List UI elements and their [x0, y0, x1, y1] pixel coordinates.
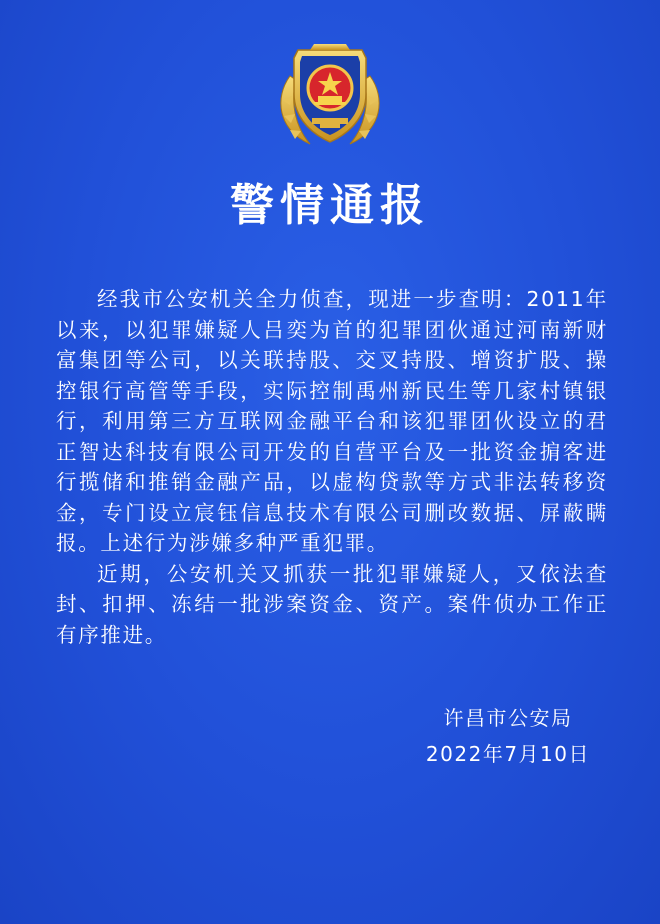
notice-title: 警情通报: [230, 180, 430, 231]
police-emblem-icon: [268, 36, 392, 154]
notice-paragraph-2: 近期，公安机关又抓获一批犯罪嫌疑人，又依法查封、扣押、冻结一批涉案资金、资产。案件侦办工作正有序推进。: [56, 561, 608, 647]
notice-body: [56, 284, 608, 650]
police-emblem-svg: [268, 36, 392, 154]
issue-date: 2022年7月10日: [425, 742, 590, 766]
signature-block: [426, 700, 590, 772]
notice-paragraph-1: 经我市公安机关全力侦查，现进一步查明：2011年以来，以犯罪嫌疑人吕奕为首的犯罪团伙通过河南新财富集团等公司，以关联持股、交叉持股、增资扩股、操控银行高管等手段，实际控制禹州新民生等几家村镇银行，利用第三方互联网金融平台和该犯罪团伙设立的君正智达科技有限公司开发的自营平台及一批资金掮客进行揽储和推销金融产品，以虚构贷款等方式非法转移资金，专门设立宸钰信息技术有限公司删改数据、屏蔽瞒报。上述行为涉嫌多种严重犯罪。: [56, 287, 608, 555]
issuer-name: 许昌市公安局: [443, 706, 573, 730]
